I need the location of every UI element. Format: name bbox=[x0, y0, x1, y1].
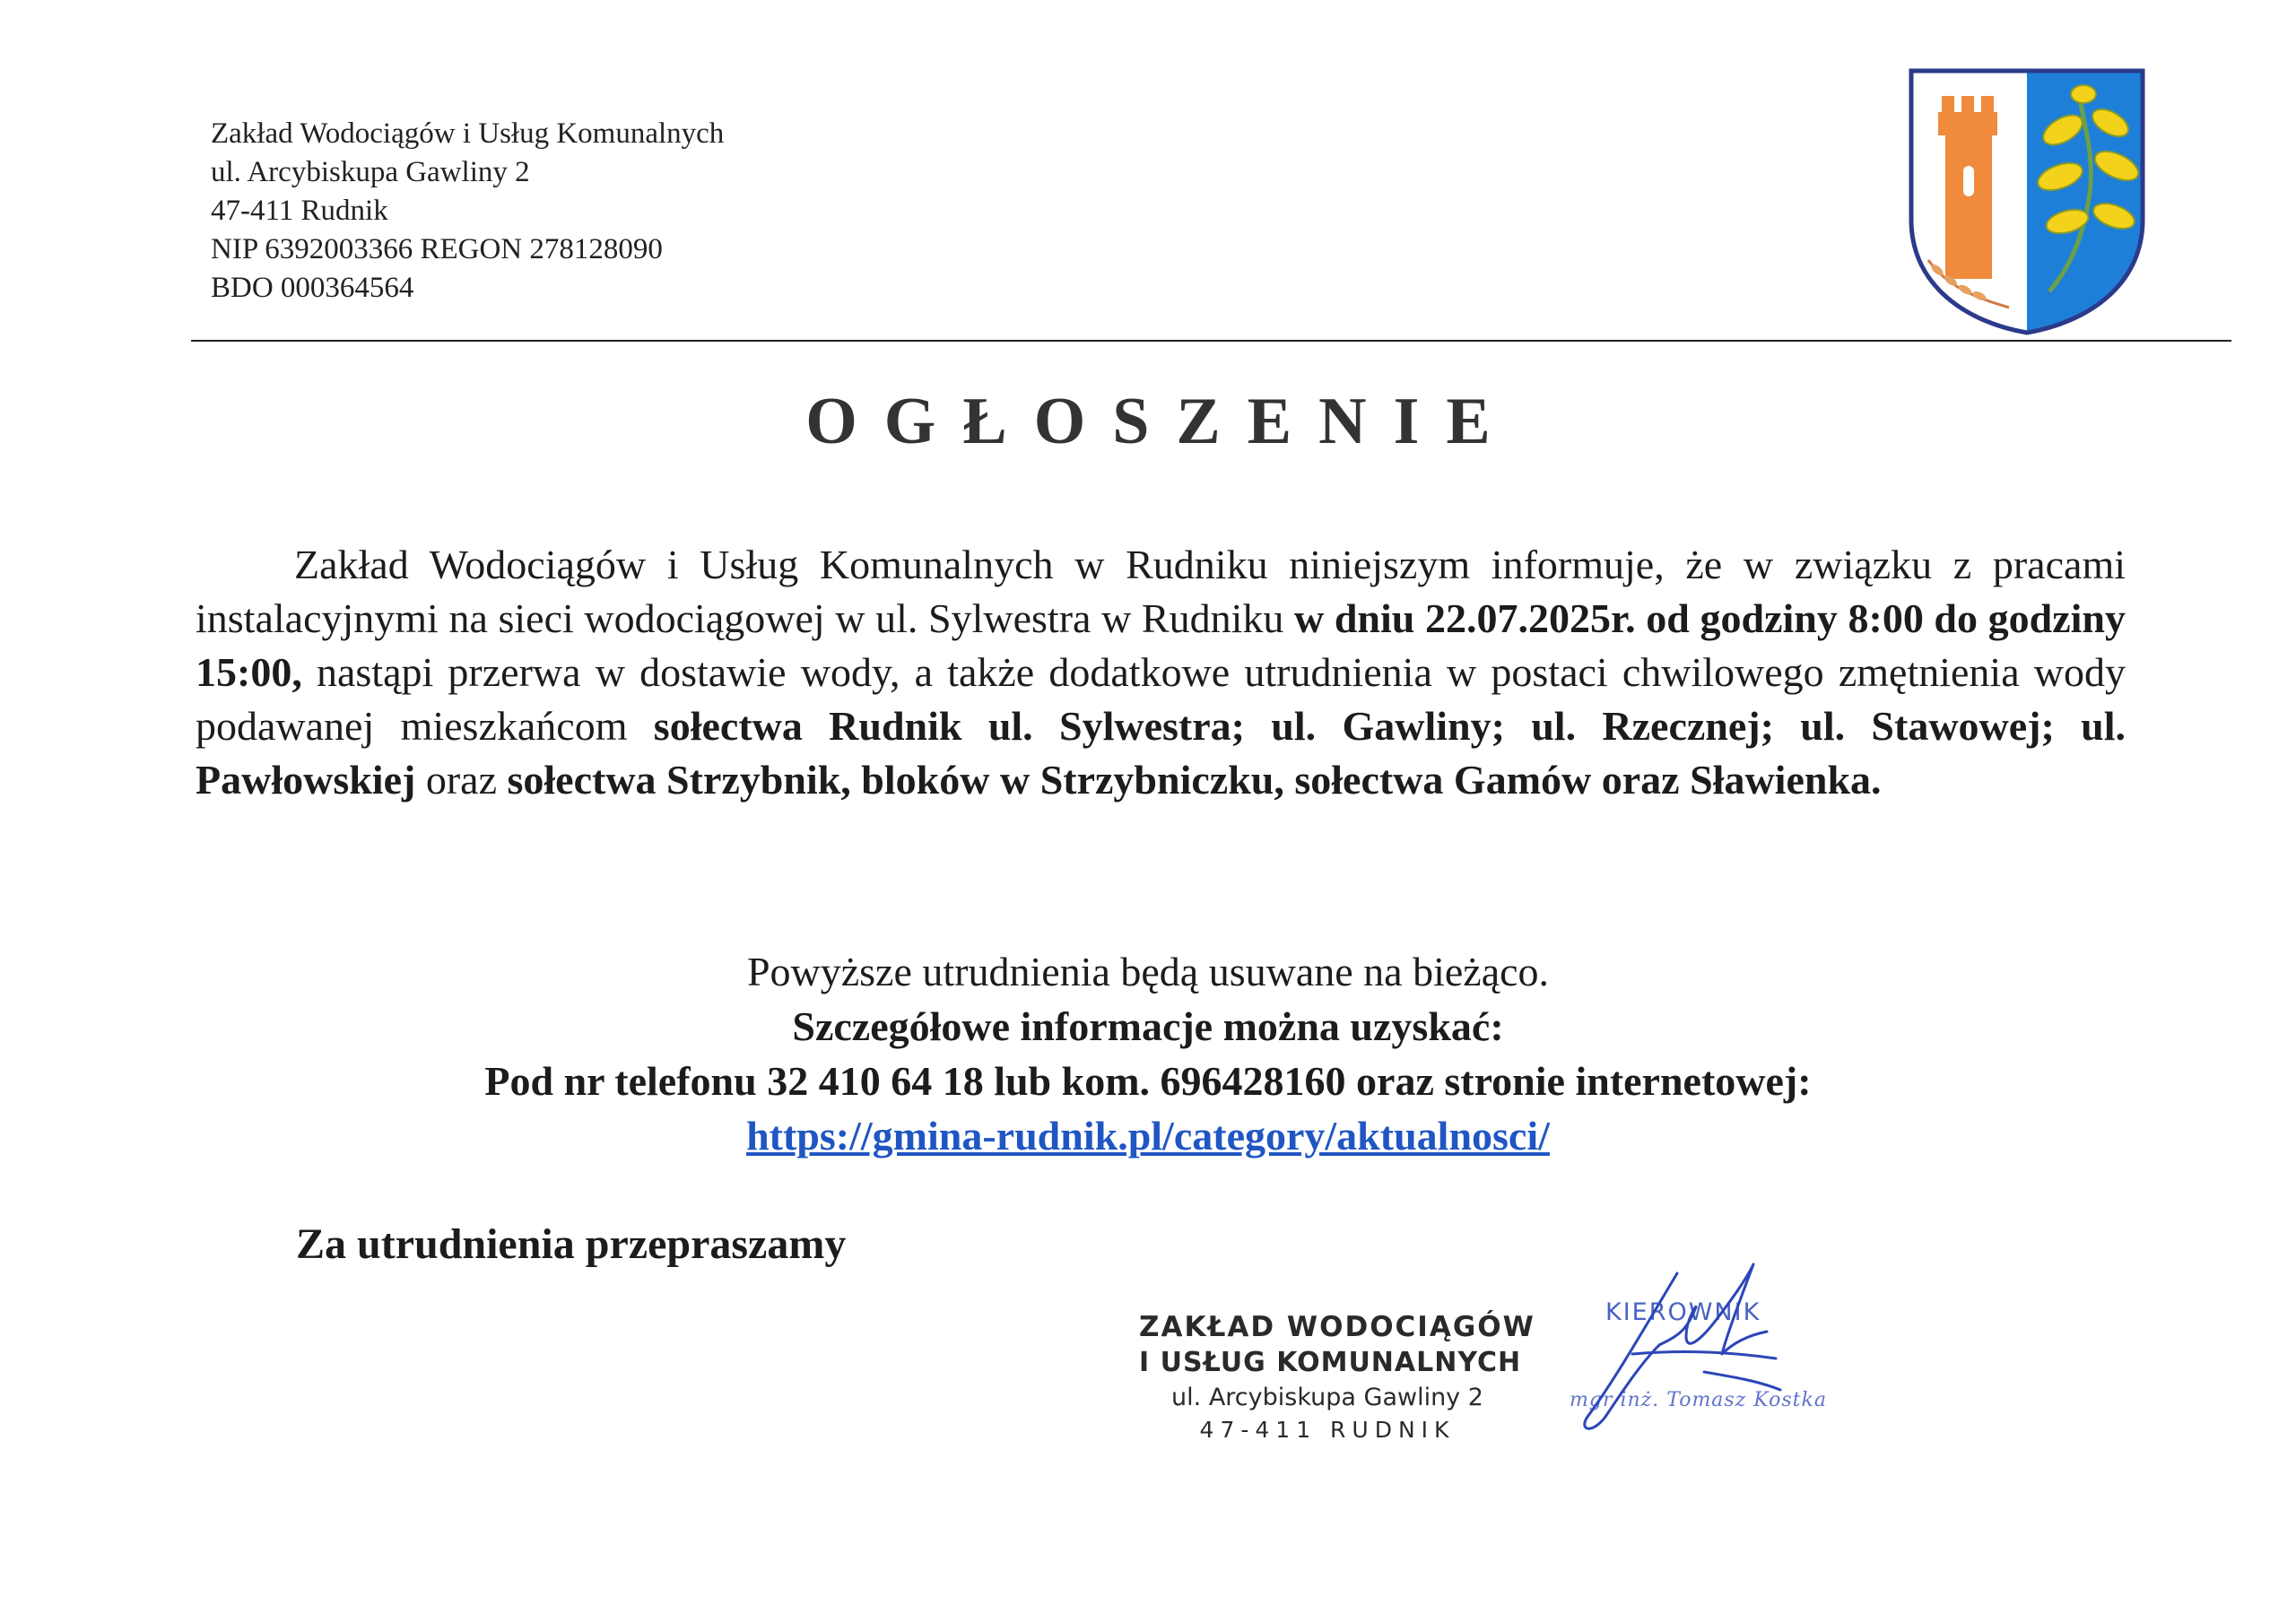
website-link[interactable]: https://gmina-rudnik.pl/category/aktualnosci/ bbox=[746, 1113, 1550, 1159]
signature-name: mgr inż. Tomasz Kostka bbox=[1570, 1389, 1827, 1411]
manager-signature-stamp bbox=[1552, 1246, 1874, 1453]
company-stamp bbox=[1139, 1309, 1535, 1445]
coat-of-arms-icon bbox=[1906, 67, 2148, 336]
info-line-details: Szczegółowe informacje można uzyskać: bbox=[792, 1003, 1504, 1049]
body-paragraph bbox=[196, 538, 2126, 807]
info-line-removal: Powyższe utrudnienia będą usuwane na bieżąco. bbox=[746, 949, 1550, 994]
affected-area-others: sołectwa Strzybnik, bloków w Strzybniczku, sołectwa Gamów oraz Sławienka. bbox=[507, 757, 1882, 803]
stamp-line-3: ul. Arcybiskupa Gawliny 2 bbox=[1171, 1384, 1483, 1411]
org-street: ul. Arcybiskupa Gawliny 2 bbox=[211, 156, 530, 188]
outage-date-time: w dniu 22.07.2025r. od godziny 8:00 do godziny 15:00, bbox=[196, 595, 2126, 695]
org-name: Zakład Wodociągów i Usług Komunalnych bbox=[211, 117, 725, 150]
sender-address bbox=[211, 115, 724, 308]
body-text-conjunction: oraz bbox=[415, 757, 508, 803]
apology-text: Za utrudnienia przepraszamy bbox=[296, 1220, 847, 1268]
affected-area-rudnik: sołectwa Rudnik ul. Sylwestra; ul. Gawliny; ul. Rzecznej; ul. Stawowej; ul. Pawłowskiej bbox=[196, 703, 2126, 803]
stamp-line-2: I USŁUG KOMUNALNYCH bbox=[1139, 1347, 1522, 1378]
org-bdo: BDO 000364564 bbox=[211, 272, 414, 304]
contact-info bbox=[0, 944, 2296, 1163]
stamp-line-4: 47-411 RUDNIK bbox=[1199, 1417, 1456, 1443]
org-city: 47-411 Rudnik bbox=[211, 195, 388, 227]
org-tax-ids: NIP 6392003366 REGON 278128090 bbox=[211, 233, 663, 265]
stamp-line-1: ZAKŁAD WODOCIĄGÓW bbox=[1139, 1311, 1535, 1343]
info-line-phone: Pod nr telefonu 32 410 64 18 lub kom. 696428160 oraz stronie internetowej: bbox=[484, 1058, 1812, 1104]
body-text-intro: Zakład Wodociągów i Usług Komunalnych w Rudniku niniejszym informuje, że w związku z pracami instalacyjnymi na sieci wodociągowej w ul. Sylwestra w Rudniku bbox=[196, 542, 2126, 641]
signature-role: KIEROWNIK bbox=[1605, 1298, 1761, 1326]
body-text-middle: nastąpi przerwa w dostawie wody, a także dodatkowe utrudnienia w postaci chwilowego zmętnienia wody podawanej mieszkańcom bbox=[196, 649, 2126, 749]
header-divider bbox=[191, 340, 2231, 342]
announcement-body bbox=[196, 538, 2126, 807]
announcement-title: OGŁOSZENIE bbox=[805, 385, 1518, 458]
